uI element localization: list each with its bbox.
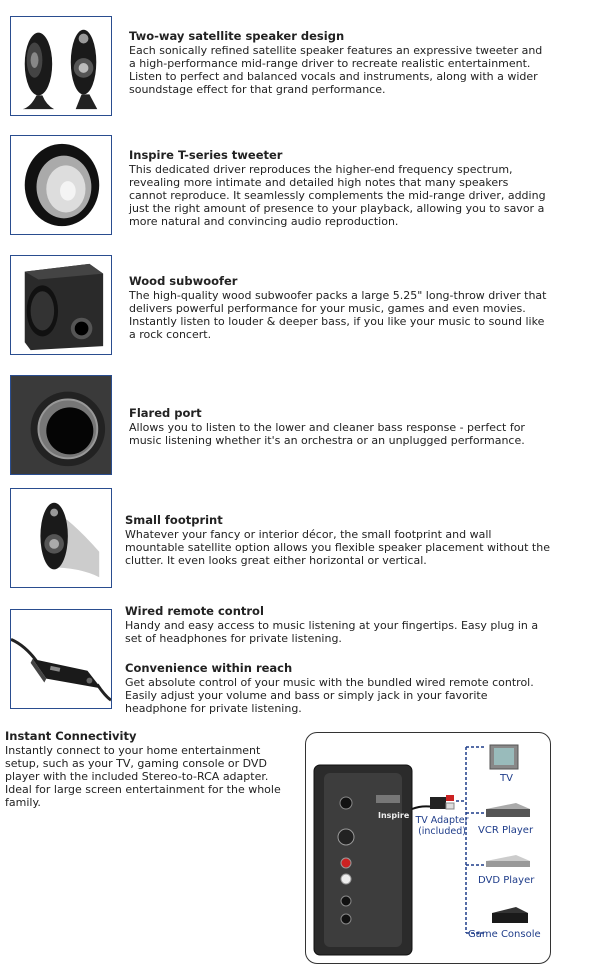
flared-port-image (10, 375, 112, 475)
satellite-speakers-image (10, 16, 112, 116)
feature-title: Wired remote control (125, 604, 264, 618)
device-dvd-label: DVD Player (478, 875, 535, 886)
device-tv-label: TV (500, 773, 513, 784)
feature-subdescription: Get absolute control of your music with the bundled wired remote control. Easily adjust your volume and bass or simply jack in your favorite headphone for private listening. (125, 676, 534, 715)
feature-subtitle: Convenience within reach (125, 661, 293, 675)
feature-title: Flared port (129, 406, 202, 420)
feature-description: Allows you to listen to the lower and cleaner bass response - perfect for music listening whether it's an orchestra or an unplugged performance. (129, 421, 525, 447)
feature-title: Small footprint (125, 513, 223, 527)
feature-description: Handy and easy access to music listening at your fingertips. Easy plug in a set of headphones for private listening. (125, 619, 539, 645)
feature-description: The high-quality wood subwoofer packs a large 5.25" long-throw driver that delivers powerful performance for your music, games and even movies. Instantly listen to louder & deeper bass, if you like your music to sound like a rock concert. (129, 289, 547, 341)
device-vcr-label: VCR Player (478, 825, 534, 836)
feature-title: Inspire T-series tweeter (129, 148, 283, 162)
small-footprint-image (10, 488, 112, 588)
adapter-label-text: TV Adapter (415, 815, 469, 826)
feature-title: Wood subwoofer (129, 274, 238, 288)
device-game-console-label: Game Console (468, 929, 541, 940)
instant-connectivity-section (5, 730, 295, 809)
wired-remote-image (10, 609, 112, 709)
connectivity-diagram (305, 732, 551, 964)
tweeter-image (10, 135, 112, 235)
feature-title: Two-way satellite speaker design (129, 29, 345, 43)
adapter-included-text: (included) (418, 826, 466, 837)
feature-description: Each sonically refined satellite speaker features an expressive tweeter and a high-performance mid-range driver to recreate realistic entertainment. Listen to perfect and balanced vocals and instruments, along with a wider soundstage effect for that grand performance. (129, 44, 543, 96)
instant-description: Instantly connect to your home entertainment setup, such as your TV, gaming console or DVD player with the included Stereo-to-RCA adapter. Ideal for large screen entertainment for the whole family. (5, 744, 281, 809)
brand-label: Inspire (378, 811, 410, 820)
instant-title: Instant Connectivity (5, 729, 137, 743)
feature-description: This dedicated driver reproduces the higher-end frequency spectrum, revealing more intimate and detailed high notes that many speakers cannot reproduce. It seamlessly complements the mid-range driver, adding just the right amount of presence to your playback, allowing you to savor a more natural and convincing audio reproduction. (129, 163, 546, 228)
feature-description: Whatever your fancy or interior décor, the small footprint and wall mountable satellite option allows you flexible speaker placement without the clutter. It even looks great either horizontal or vertical. (125, 528, 550, 567)
adapter-label (414, 815, 470, 837)
subwoofer-image (10, 255, 112, 355)
